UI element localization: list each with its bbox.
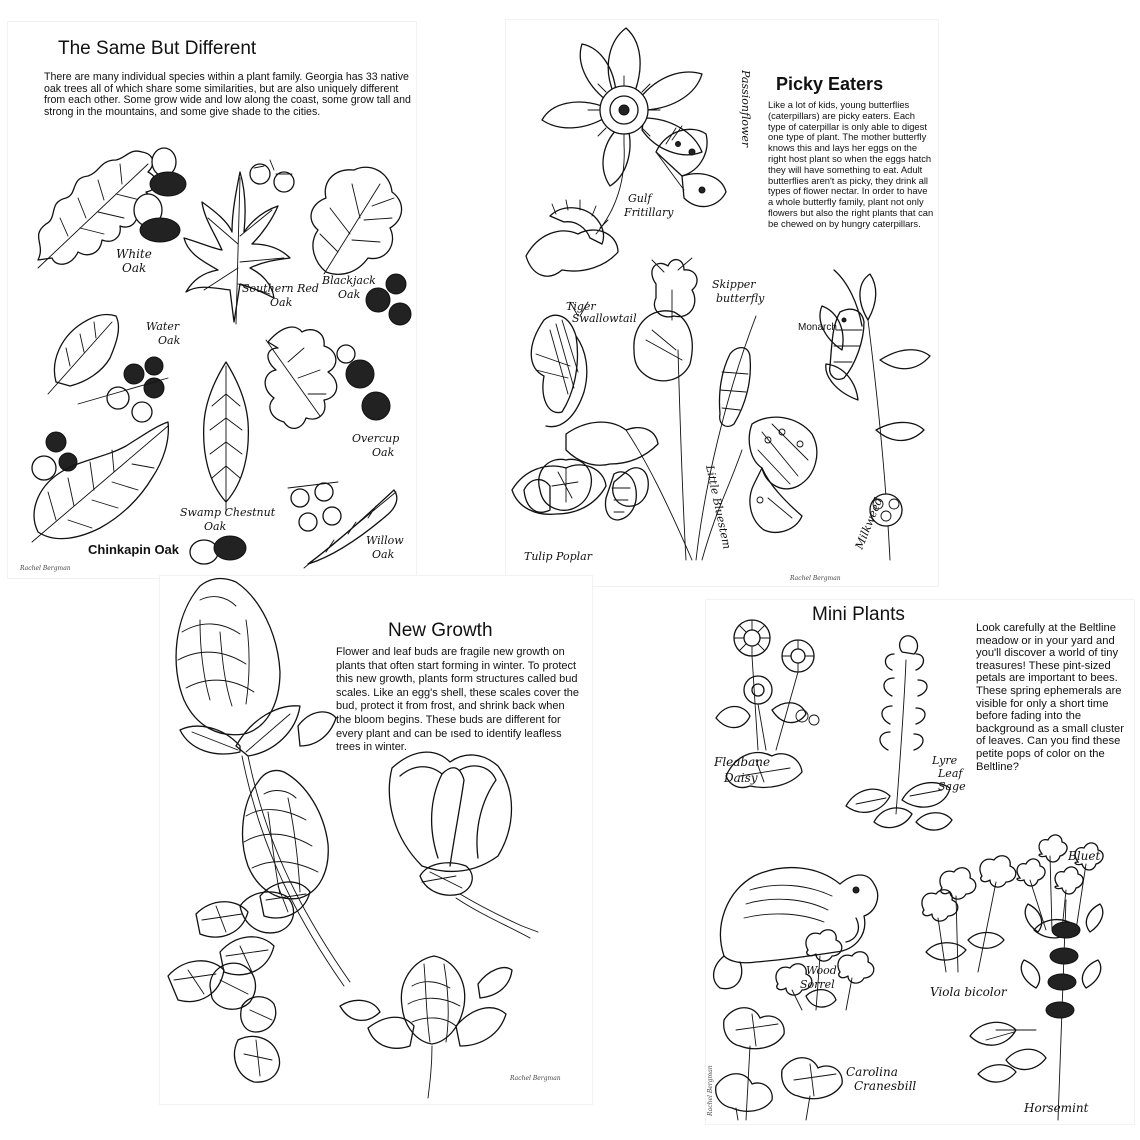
label-carolina-cranesbill-2: Cranesbill — [854, 1079, 917, 1093]
middle-bud-drawing — [240, 770, 328, 932]
label-gulf-fritillary: Gulf — [628, 192, 652, 205]
label-carolina-cranesbill: Carolina — [846, 1065, 898, 1079]
label-blackjack-oak-2: Oak — [338, 288, 361, 301]
label-tiger-swallowtail: Tiger — [566, 300, 596, 313]
southern-red-oak-acorns-drawing — [250, 160, 294, 192]
bottom-bud-cluster-drawing — [168, 882, 310, 1082]
label-southern-red-oak-2: Oak — [270, 296, 293, 309]
little-bluestem-drawing — [626, 316, 756, 560]
panel-same-but-different — [8, 22, 416, 578]
mini-plants-illustration — [706, 600, 1134, 1124]
label-passionflower: Passionflower — [739, 70, 752, 148]
small-acorns-drawing — [32, 432, 77, 480]
label-southern-red-oak: Southern Red — [242, 282, 319, 295]
artist-signature: Rachel Bergman — [707, 1065, 714, 1116]
artist-signature: Rachel Bergman — [20, 565, 71, 572]
label-swamp-chestnut-oak-2: Oak — [204, 520, 227, 533]
butterflies-illustration — [506, 20, 938, 586]
panel-body: Look carefully at the Beltline meadow or in your yard and you'll discover a world of tiny treasures! These pint-sized petals are important to bees. These spring ephemerals are visible for only a short time before fading into the background as a small cluster of leaves. Can you find these petite pops of color on the Beltline? — [976, 622, 1124, 773]
label-willow-oak: Willow — [366, 534, 404, 547]
label-viola-bicolor: Viola bicolor — [930, 985, 1007, 999]
magnolia-bud-drawing — [340, 956, 512, 1098]
label-water-oak: Water — [146, 320, 180, 333]
label-white-oak: White — [116, 247, 152, 261]
panel-title: New Growth — [388, 620, 493, 641]
label-overcup-oak-2: Oak — [372, 446, 395, 459]
panel-body: There are many individual species within a plant family. Georgia has 33 native oak trees all of which share some similarities, but are also uniquely different from each other. Some grow wide and low along the coast, some grow tall and strong in the mountains, and some give shade to the cities. — [44, 71, 411, 118]
label-blackjack-oak: Blackjack — [322, 274, 376, 287]
chipmunk-drawing — [714, 868, 878, 989]
label-chinkapin-oak: Chinkapin Oak — [88, 542, 180, 557]
blackjack-oak-leaf-drawing — [311, 167, 402, 274]
artist-signature: Rachel Bergman — [510, 1075, 561, 1082]
oak-leaves-illustration — [8, 22, 416, 578]
label-tiger-swallowtail-2: Swallowtail — [572, 312, 637, 325]
panel-title: Picky Eaters — [776, 74, 884, 94]
label-skipper-butterfly-2: butterfly — [716, 292, 765, 305]
label-little-bluestem: Little Bluestem — [703, 463, 734, 551]
label-willow-oak-2: Oak — [372, 548, 395, 561]
large-leaf-bud-drawing — [176, 579, 350, 986]
label-lyre-leaf-sage: Lyre — [932, 754, 958, 767]
lyre-leaf-sage-drawing — [846, 636, 952, 830]
label-overcup-oak: Overcup — [352, 432, 400, 445]
white-oak-acorns-drawing — [134, 148, 186, 242]
skipper-butterfly-drawing — [634, 258, 697, 381]
small-bud-drawing — [298, 712, 336, 746]
label-milkweed: Milkweed — [852, 495, 886, 552]
buds-illustration — [160, 576, 592, 1104]
label-lyre-leaf-sage-3: Sage — [938, 780, 966, 793]
label-wood-sorrel-2: Sorrel — [800, 978, 835, 991]
panel-mini-plants — [706, 600, 1134, 1124]
panel-body: Flower and leaf buds are fragile new growth on plants that often start forming in winter. To protect this new growth, plants form structures called bud scales. Like an egg's shell, these scales cover the bud, protect it from frost, and shrink back when the bloom begins. These buds are different for every plant and can be ısed to identify leafless trees in winter. — [336, 646, 580, 754]
tulip-poplar-flower-drawing — [524, 472, 636, 520]
gulf-fritillary-butterfly-drawing — [656, 126, 726, 207]
monarch-butterfly-drawing — [749, 417, 817, 532]
panel-body: Like a lot of kids, young butterflies (caterpillars) are picky eaters. Each type of caterpillar is only able to digest one type of plant. The mother butterfly knows this and lays her eggs on the right host plant so when the eggs hatch they will have something to eat. Adult butterflies aren't as picky, they drink all types of flower nectar. In order to have a whole butterfly family, plant not only flowers but also the right plants that can be chewed on by hungry caterpillars. — [768, 99, 934, 229]
acorns-bottom-drawing — [288, 482, 341, 531]
label-fleabane-daisy-2: Daisy — [724, 771, 758, 785]
label-water-oak-2: Oak — [158, 334, 181, 347]
label-lyre-leaf-sage-2: Leaf — [938, 767, 963, 780]
panel-picky-eaters — [506, 20, 938, 586]
panel-title: Mini Plants — [812, 604, 905, 625]
label-fleabane-daisy: Fleabane — [714, 755, 771, 769]
artist-signature: Rachel Bergman — [790, 575, 841, 582]
swamp-chestnut-oak-leaf-drawing — [190, 362, 248, 564]
label-white-oak-2: Oak — [122, 261, 147, 275]
overcup-oak-leaf-drawing — [265, 327, 390, 428]
label-skipper-butterfly: Skipper — [712, 278, 756, 291]
label-wood-sorrel: Wood — [806, 964, 837, 977]
label-horsemint: Horsemint — [1024, 1101, 1089, 1115]
label-swamp-chestnut-oak: Swamp Chestnut — [180, 506, 276, 519]
label-bluet: Bluet — [1068, 849, 1101, 863]
gulf-fritillary-caterpillar-drawing — [550, 200, 608, 244]
panel-title: The Same But Different — [58, 38, 257, 59]
label-monarch: Monarch — [798, 322, 837, 333]
opening-flower-bud-drawing — [389, 752, 538, 938]
viola-bicolor-drawing — [922, 856, 1016, 972]
panel-new-growth — [160, 576, 592, 1104]
label-gulf-fritillary-2: Fritillary — [624, 206, 674, 219]
label-tulip-poplar: Tulip Poplar — [524, 550, 592, 563]
carolina-cranesbill-drawing — [716, 990, 843, 1120]
